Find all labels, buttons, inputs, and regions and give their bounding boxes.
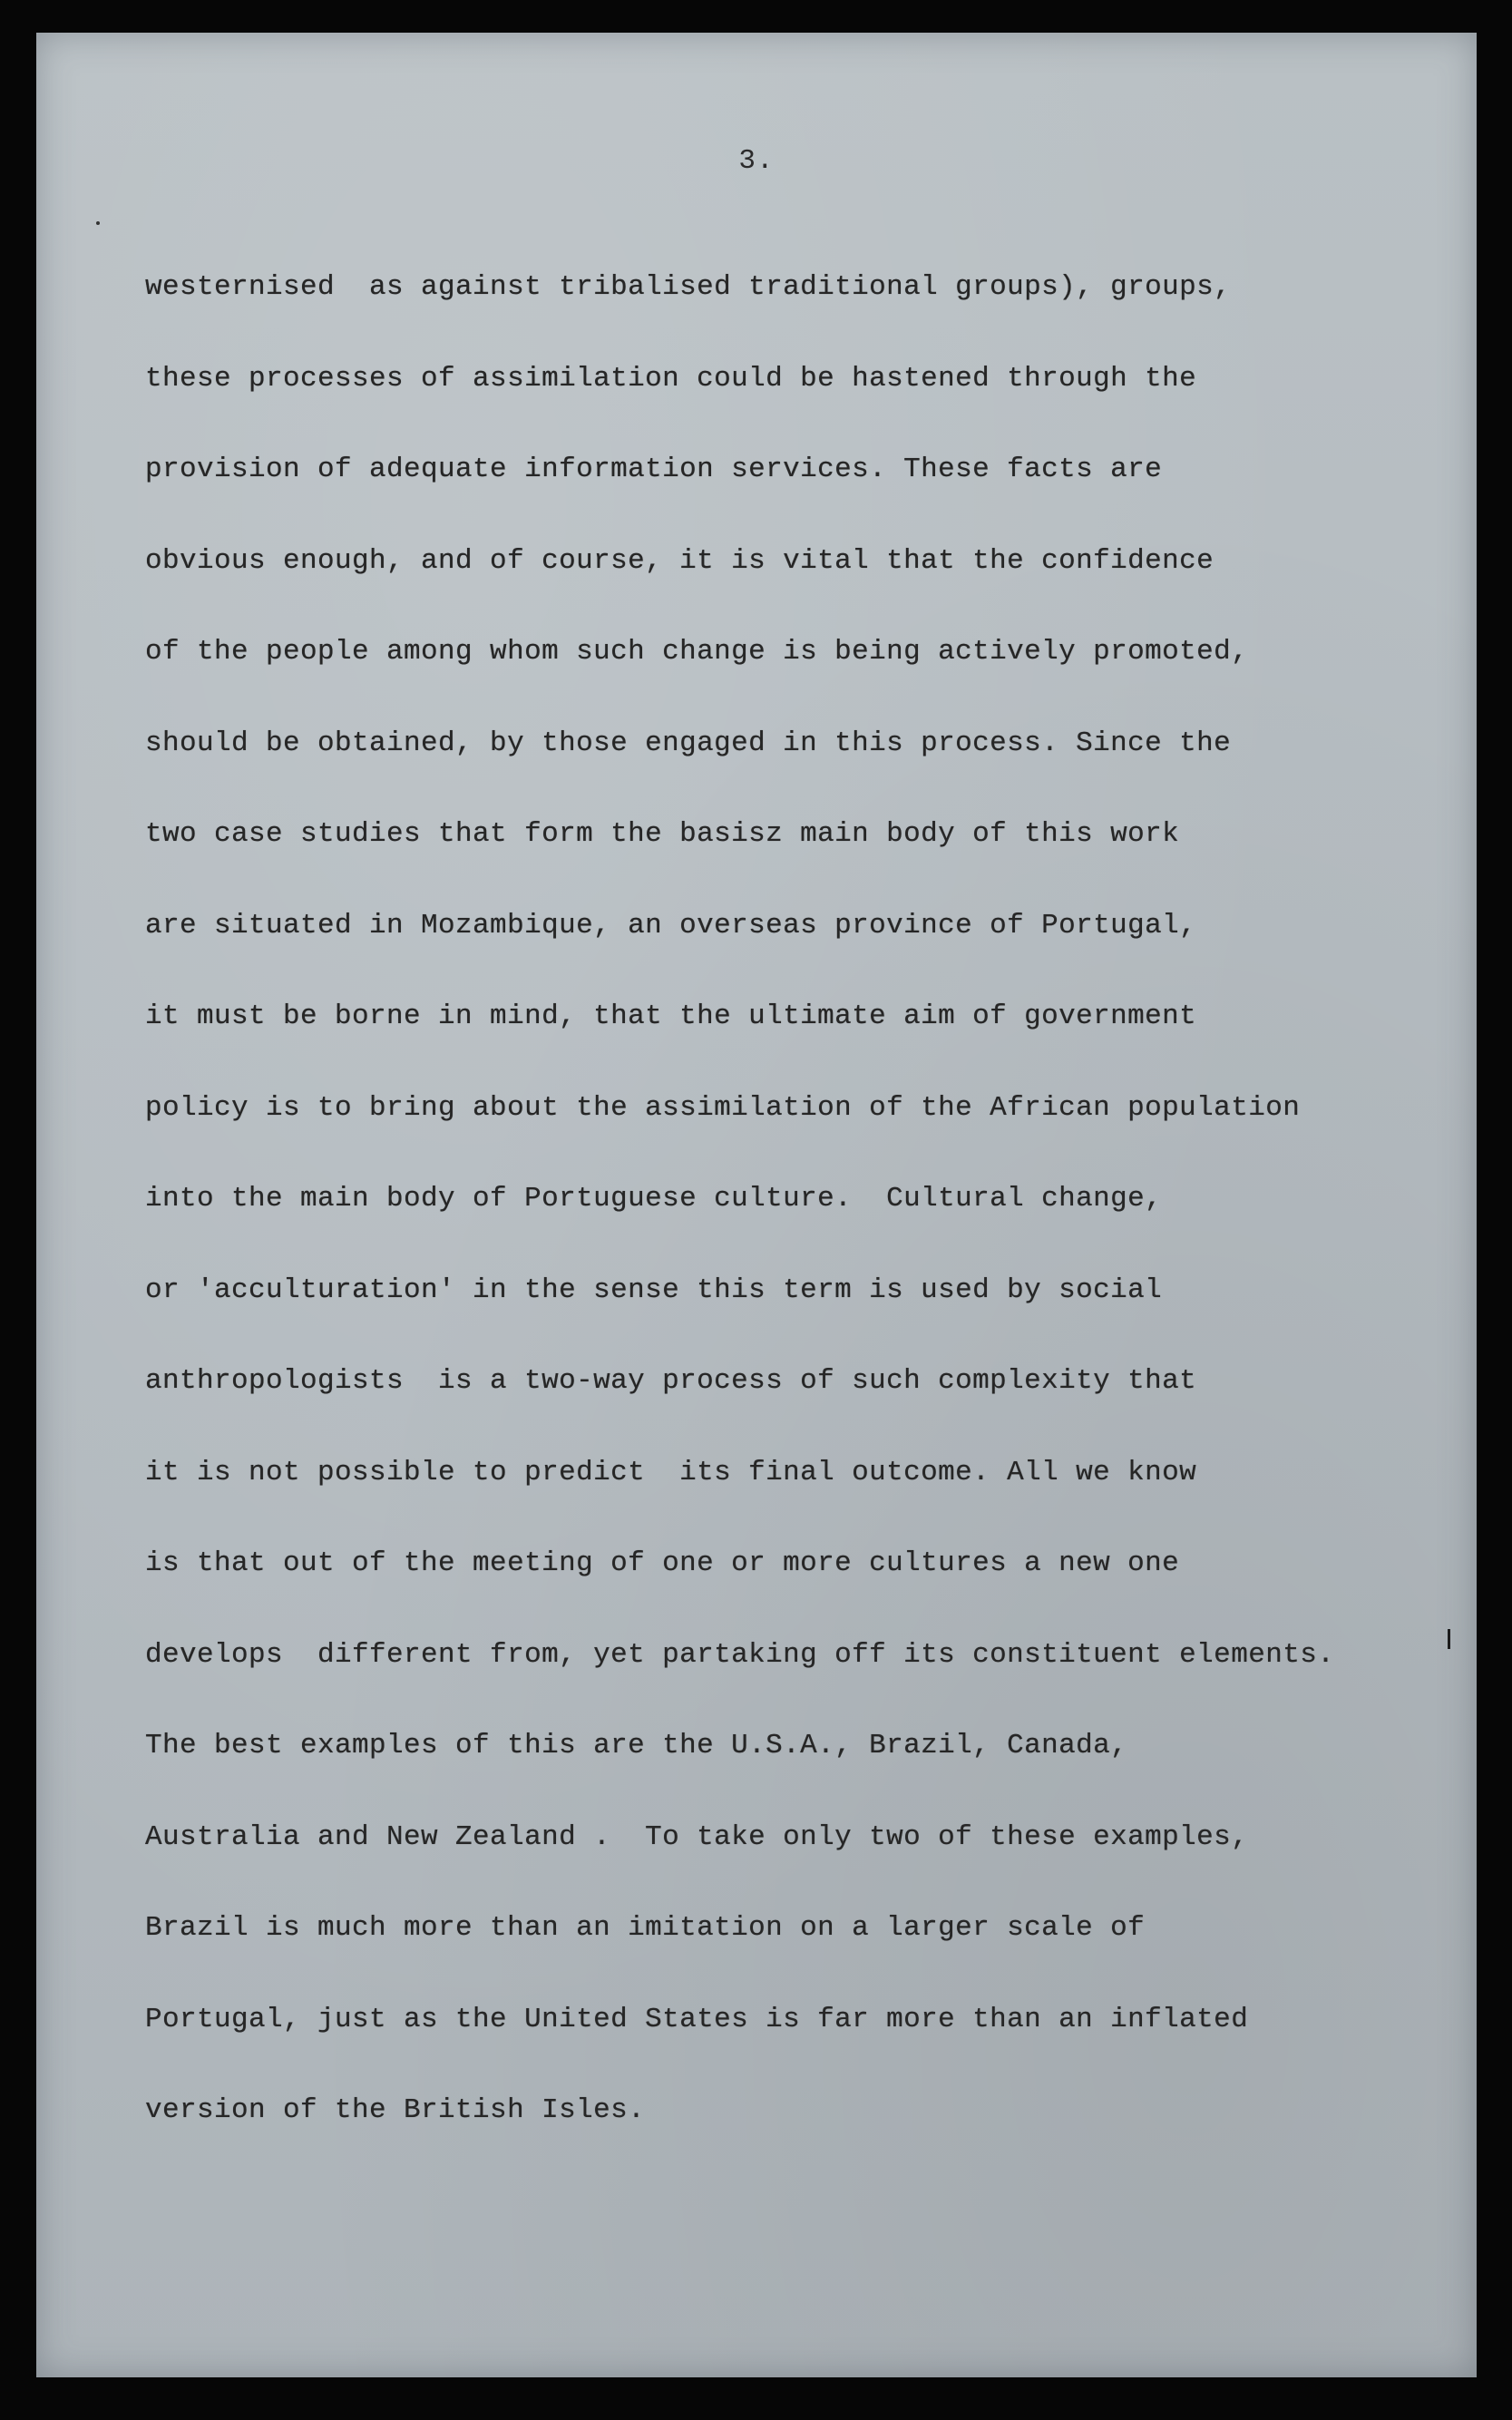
paper-speck: [96, 221, 100, 225]
text-line: westernised as against tribalised traditional groups), groups,: [145, 271, 1232, 303]
text-line: two case studies that form the basisz main body of this work: [145, 818, 1180, 850]
text-line: it is not possible to predict its final outcome. All we know: [145, 1456, 1197, 1488]
typewritten-page: [36, 33, 1477, 2377]
text-line: The best examples of this are the U.S.A., Brazil, Canada,: [145, 1730, 1128, 1761]
page-number: 3.: [738, 145, 775, 177]
text-line: these processes of assimilation could be hastened through the: [145, 362, 1197, 395]
text-line: develops different from, yet partaking off its constituent elements.: [145, 1638, 1335, 1671]
text-line: anthropologists is a two-way process of such complexity that: [145, 1365, 1197, 1397]
body-text: [145, 265, 1460, 2180]
text-line: obvious enough, and of course, it is vital that the confidence: [145, 544, 1214, 577]
text-line: policy is to bring about the assimilation of the African population: [145, 1091, 1301, 1124]
text-line: Portugal, just as the United States is far more than an inflated: [145, 2003, 1249, 2035]
text-line: Australia and New Zealand . To take only two of these examples,: [145, 1820, 1249, 1853]
text-line: of the people among whom such change is being actively promoted,: [145, 636, 1249, 668]
text-line: is that out of the meeting of one or more cultures a new one: [145, 1547, 1180, 1579]
text-line: or 'acculturation' in the sense this term is used by social: [145, 1273, 1163, 1306]
text-line: are situated in Mozambique, an overseas province of Portugal,: [145, 909, 1197, 942]
text-line: should be obtained, by those engaged in this process. Since the: [145, 727, 1232, 759]
text-line: Brazil is much more than an imitation on a larger scale of: [145, 1912, 1146, 1944]
text-line: version of the British Isles.: [145, 2094, 646, 2126]
text-line: into the main body of Portuguese culture. Cultural change,: [145, 1183, 1163, 1215]
text-line: it must be borne in mind, that the ultimate aim of government: [145, 1000, 1197, 1032]
text-line: provision of adequate information services. These facts are: [145, 454, 1163, 485]
margin-pencil-mark: [1448, 1629, 1450, 1649]
